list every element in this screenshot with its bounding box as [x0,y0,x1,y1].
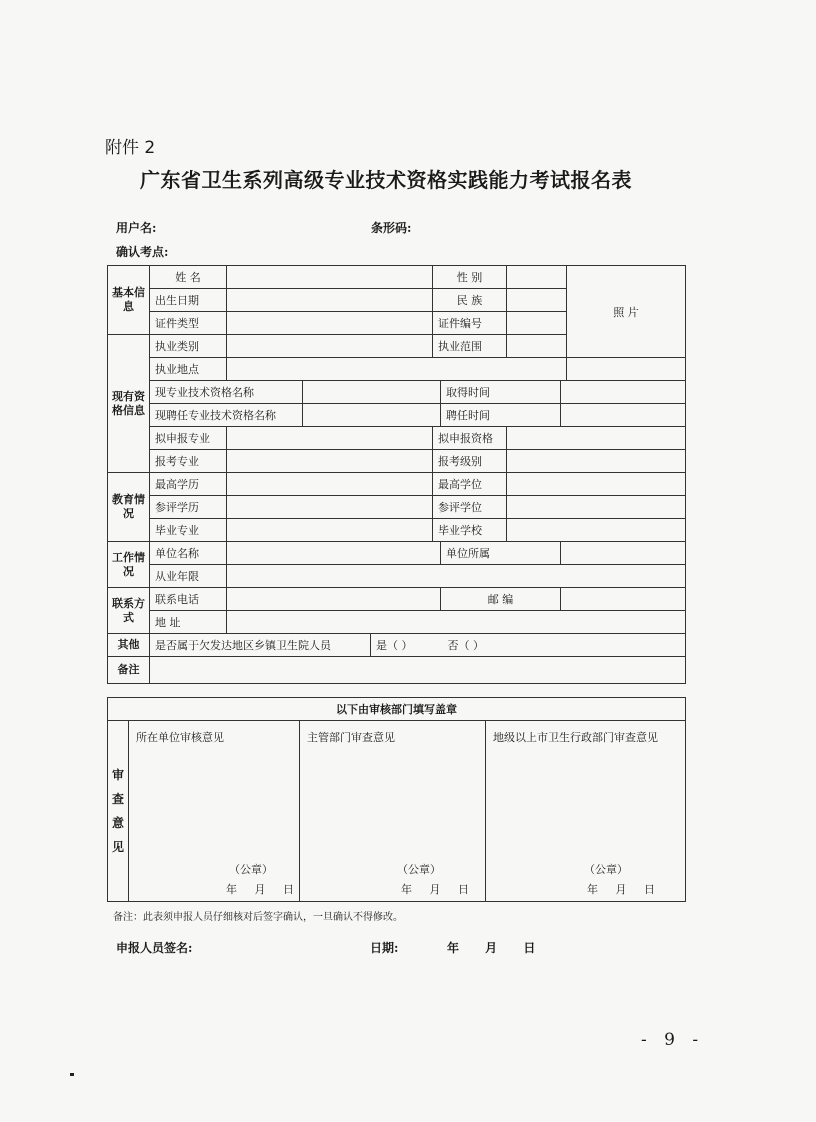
stray-mark [70,1073,74,1076]
label-name: 姓 名 [150,266,227,289]
label-planned-qualification: 拟申报资格 [433,427,507,450]
section-review [108,721,129,902]
label-eval-education: 参评学历 [150,496,227,519]
label-id-type: 证件类型 [150,312,227,335]
label-graduate-major: 毕业专业 [150,519,227,542]
input-highest-education[interactable] [227,473,433,496]
label-practice-type: 执业类别 [150,335,227,358]
label-postcode: 邮 编 [441,588,561,611]
input-postcode[interactable] [561,588,686,611]
label-eval-degree: 参评学位 [433,496,507,519]
label-ethnicity: 民 族 [433,289,507,312]
input-eval-education[interactable] [227,496,433,519]
label-highest-education: 最高学历 [150,473,227,496]
rural-options[interactable] [371,634,686,657]
signature-label: 申报人员签名: [116,941,193,955]
blank-cell [567,358,686,381]
label-obtained-time: 取得时间 [441,381,561,404]
input-remarks[interactable] [150,657,686,684]
footnote: 备注：此表须申报人员仔细核对后签字确认，一旦确认不得修改。 [113,912,403,923]
label-practice-scope: 执业范围 [433,335,507,358]
input-address[interactable] [227,611,686,634]
label-years-in-practice: 从业年限 [150,565,227,588]
input-employer-affiliation[interactable] [561,542,686,565]
label-highest-degree: 最高学位 [433,473,507,496]
input-hired-title[interactable] [303,404,441,427]
label-employer: 单位名称 [150,542,227,565]
label-birth-date: 出生日期 [150,289,227,312]
input-name[interactable] [227,266,433,289]
section-work: 工作情况 [108,542,150,588]
date-value: 年 月 日 [447,941,536,955]
review-section-label: 审查意见 [112,768,125,854]
label-exam-level: 报考级别 [433,450,507,473]
section-basic: 基本信息 [108,266,150,335]
review-table [107,697,686,902]
label-rural-question: 是否属于欠发达地区乡镇卫生院人员 [150,634,371,657]
label-gender: 性 别 [433,266,507,289]
input-practice-location[interactable] [227,358,567,381]
input-birth-date[interactable] [227,289,433,312]
username-label: 用户名: [116,221,157,235]
city-opinion-cell[interactable] [486,721,686,902]
label-address: 地 址 [150,611,227,634]
label-id-number: 证件编号 [433,312,507,335]
section-qualification: 现有资格信息 [108,335,150,473]
city-opinion-label: 地级以上市卫生行政部门审查意见 [493,731,658,744]
dept-opinion-cell[interactable] [300,721,486,902]
label-exam-specialty: 报考专业 [150,450,227,473]
input-employer[interactable] [227,542,441,565]
section-other: 其他 [108,634,150,657]
input-hired-time[interactable] [561,404,686,427]
input-graduate-school[interactable] [507,519,686,542]
registration-table [107,265,686,684]
page-title: 广东省卫生系列高级专业技术资格实践能力考试报名表 [140,168,632,192]
input-exam-level[interactable] [507,450,686,473]
label-hired-time: 聘任时间 [441,404,561,427]
section-remarks: 备注 [108,657,150,684]
label-hired-title: 现聘任专业技术资格名称 [150,404,303,427]
label-employer-affiliation: 单位所属 [441,542,561,565]
input-practice-scope[interactable] [507,335,567,358]
attachment-label: 附件 2 [105,138,156,158]
input-obtained-time[interactable] [561,381,686,404]
input-years-in-practice[interactable] [227,565,686,588]
unit-seal-label: （公章） [229,863,273,876]
option-yes[interactable]: 是（ ） [376,639,413,652]
barcode-label: 条形码: [371,221,412,235]
input-planned-specialty[interactable] [227,427,433,450]
photo-box[interactable]: 照 片 [567,266,686,358]
section-education: 教育情况 [108,473,150,542]
dept-opinion-label: 主管部门审查意见 [307,731,395,744]
input-id-type[interactable] [227,312,433,335]
input-exam-specialty[interactable] [227,450,433,473]
label-phone: 联系电话 [150,588,227,611]
label-practice-location: 执业地点 [150,358,227,381]
dept-date-label: 年 月 日 [401,883,469,896]
exam-site-label: 确认考点: [116,245,169,259]
dept-seal-label: （公章） [397,863,441,876]
input-highest-degree[interactable] [507,473,686,496]
option-no[interactable]: 否（ ） [447,639,484,652]
input-practice-type[interactable] [227,335,433,358]
label-graduate-school: 毕业学校 [433,519,507,542]
input-current-title[interactable] [303,381,441,404]
input-graduate-major[interactable] [227,519,433,542]
review-heading: 以下由审核部门填写盖章 [108,698,686,721]
unit-opinion-label: 所在单位审核意见 [136,731,224,744]
label-planned-specialty: 拟申报专业 [150,427,227,450]
unit-opinion-cell[interactable] [129,721,300,902]
input-gender[interactable] [507,266,567,289]
date-label: 日期: [370,941,399,955]
input-phone[interactable] [227,588,441,611]
label-current-title: 现专业技术资格名称 [150,381,303,404]
unit-date-label: 年 月 日 [226,883,294,896]
input-eval-degree[interactable] [507,496,686,519]
input-id-number[interactable] [507,312,567,335]
page-number: - 9 - [641,1030,705,1050]
input-ethnicity[interactable] [507,289,567,312]
city-seal-label: （公章） [584,863,628,876]
city-date-label: 年 月 日 [587,883,655,896]
input-planned-qualification[interactable] [507,427,686,450]
section-contact: 联系方式 [108,588,150,634]
